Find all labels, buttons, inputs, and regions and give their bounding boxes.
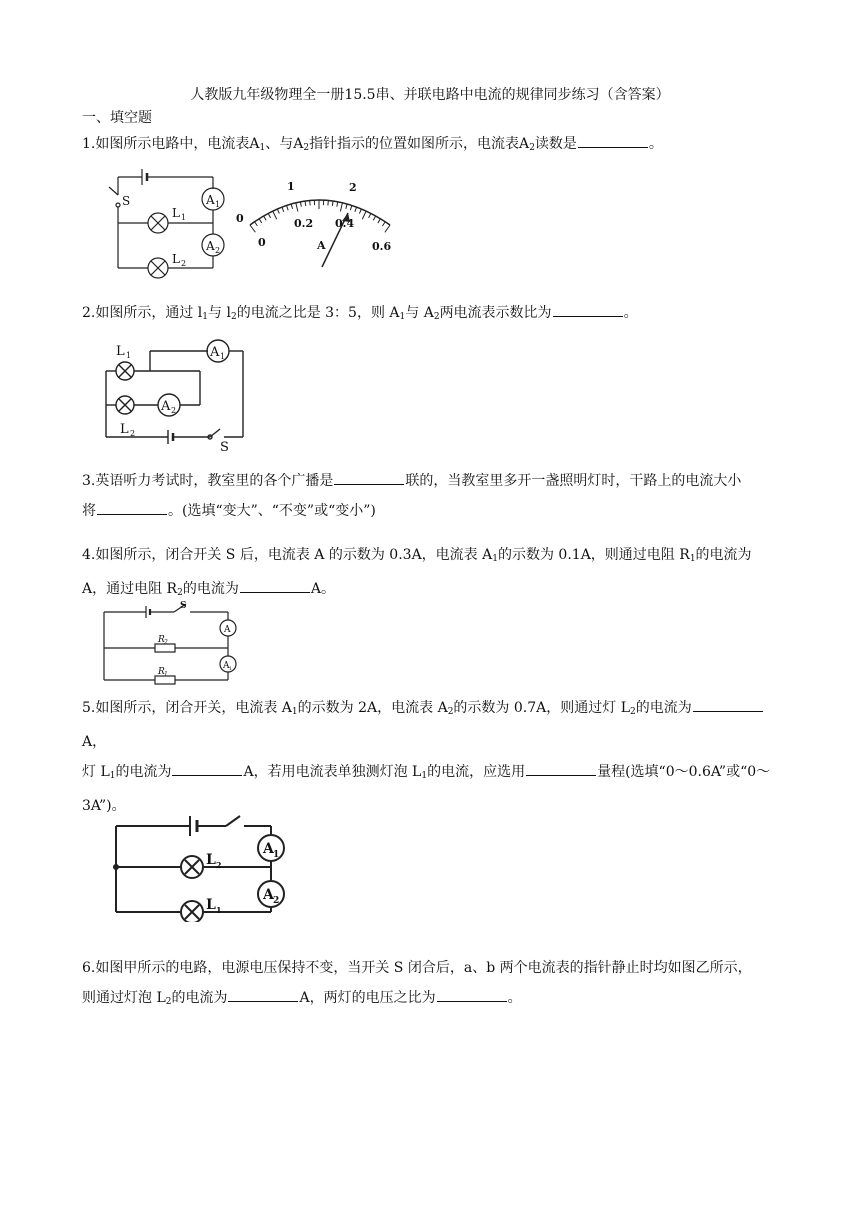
lamp-l2-label: L [172, 252, 180, 266]
q1-text: 读数是 [534, 136, 577, 152]
dial-tick [277, 209, 279, 214]
dial-tick [373, 216, 375, 220]
scale-bottom-tick-label: 0 [258, 236, 266, 249]
dial-tick [259, 219, 262, 223]
switch-label: S [122, 194, 131, 208]
dial-tick [305, 201, 306, 206]
subscript: 1 [109, 771, 116, 781]
q2-text: 与 l [208, 305, 231, 321]
dial-tick [362, 211, 366, 219]
subscript: 2 [433, 312, 440, 322]
q6-text: 。 [507, 990, 522, 1006]
q2-text: 。 [623, 305, 638, 321]
subscript: 2 [529, 143, 535, 153]
dial-tick [332, 201, 333, 206]
lamp-l1-label: L [116, 344, 125, 359]
scale-top-tick-label: 2 [349, 181, 357, 194]
dial-tick [350, 205, 352, 210]
q6-text: 的电流为 [171, 990, 228, 1006]
q3-text: 。(选填“变大”、“不变”或“变小”) [168, 503, 376, 519]
subscript: 1 [181, 213, 187, 222]
dial-tick [287, 205, 289, 210]
subscript: 1 [273, 850, 280, 860]
q5-text: A， [82, 734, 107, 750]
subscript: 2 [273, 896, 280, 906]
resistor-r1-label: R [158, 667, 165, 677]
q2-text: 与 A [405, 305, 434, 321]
q5-text: 的电流为 [635, 700, 692, 716]
dial-tick [300, 202, 301, 207]
q4-text: 的电流为 [182, 581, 239, 597]
switch-label: S [180, 601, 187, 611]
q6-text: 则通过灯泡 L [82, 990, 166, 1006]
q5-circuit-figure [106, 812, 296, 922]
answer-blank-5c[interactable] [526, 761, 596, 776]
ammeter-a1-label: A [263, 841, 274, 857]
dial-tick [340, 203, 342, 212]
answer-blank-6a[interactable] [228, 987, 298, 1002]
ammeter-a2-label: A [206, 239, 215, 253]
lamp-l1-label: L [206, 897, 216, 913]
subscript: 2 [630, 707, 636, 717]
page-title: 人教版九年级物理全一册15.5串、并联电路中电流的规律同步练习（含答案） [190, 87, 670, 103]
dial-tick [355, 207, 357, 212]
scale-bottom-tick-label: 0.6 [372, 240, 392, 253]
question-2 [82, 298, 782, 332]
ammeter-dial [236, 180, 391, 267]
subscript: 1 [216, 905, 222, 915]
question-3 [82, 466, 782, 526]
q5-text: 3A”)。 [82, 798, 126, 814]
subscript: 1 [259, 143, 266, 153]
lamp-l1-label: L [172, 206, 180, 220]
question-5 [82, 693, 784, 821]
q4-text: 4.如图所示，闭合开关 S 后，电流表 A 的示数为 0.3A，电流表 A [82, 547, 493, 563]
q5-text: A，若用电流表单独测灯泡 L [243, 764, 422, 780]
lamp-l2-label: L [120, 422, 129, 437]
subscript: 2 [177, 588, 183, 598]
switch-label: S [220, 440, 229, 455]
subscript: 2 [447, 707, 454, 717]
q3-text: 联的，当教室里多开一盏照明灯时，干路上的电流大小 [405, 473, 742, 489]
q2-text: 的电流之比是 3：5，则 A [236, 305, 400, 321]
q4-text: 的示数为 0.1A，则通过电阻 R [497, 547, 690, 563]
answer-blank-2[interactable] [553, 302, 623, 317]
q5-text: 的电流，应选用 [427, 764, 526, 780]
subscript: 1 [492, 554, 498, 564]
q2-circuit-figure [98, 335, 258, 455]
subscript: 2 [181, 259, 187, 268]
dial-tick [378, 219, 381, 223]
subscript: 2 [164, 639, 168, 646]
dial-tick [385, 225, 390, 232]
subscript: 1 [215, 200, 221, 209]
scale-top-tick-label: 1 [287, 180, 295, 193]
answer-blank-3a[interactable] [334, 470, 404, 485]
dial-tick [369, 213, 371, 217]
ammeter-a1-label: A [210, 345, 220, 360]
ammeter-a-label: A [224, 625, 231, 635]
q5-text: 的示数为 0.7A，则通过灯 L [453, 700, 630, 716]
q6-text: A，两灯的电压之比为 [299, 990, 436, 1006]
q3-text: 将 [82, 503, 96, 519]
q6-text: 6.如图甲所示的电路，电源电压保持不变，当开关 S 闭合后，a、b 两个电流表的指针静止时均如图乙所示， [82, 960, 752, 976]
subscript: 2 [171, 406, 177, 415]
subscript: 2 [215, 246, 221, 255]
dial-tick [346, 204, 347, 209]
scale-bottom-tick-label: 0.2 [294, 217, 314, 230]
lamp-l2-label: L [206, 852, 216, 868]
ammeter-a1-label: A [223, 661, 230, 671]
subscript: 2 [165, 997, 172, 1007]
subscript: 1 [421, 771, 428, 781]
dial-tick [291, 204, 292, 209]
answer-blank-6b[interactable] [437, 987, 507, 1002]
dial-tick [268, 213, 270, 217]
q5-text: 的示数为 2A，电流表 A [297, 700, 448, 716]
subscript: 1 [689, 554, 696, 564]
q3-text: 3.英语听力考试时，教室里的各个广播是 [82, 473, 334, 489]
subscript: 1 [126, 351, 132, 360]
subscript: 1 [291, 707, 298, 717]
q4-text: A，通过电阻 R [82, 581, 178, 597]
subscript: 1 [220, 352, 226, 361]
subscript: 1 [164, 671, 168, 678]
answer-blank-5a[interactable] [693, 697, 763, 712]
dial-tick [250, 225, 255, 232]
dial-tick [264, 216, 267, 220]
answer-blank-5b[interactable] [172, 761, 242, 776]
subscript: 1 [229, 666, 233, 672]
answer-blank-4[interactable] [240, 578, 310, 593]
subscript: 1 [202, 312, 209, 322]
dial-tick [255, 222, 258, 226]
subscript: 2 [230, 312, 237, 322]
answer-blank-1[interactable] [578, 133, 648, 148]
q5-text: 5.如图所示，闭合开关，电流表 A [82, 700, 292, 716]
subscript: 2 [216, 860, 222, 870]
q2-text: 2.如图所示，通过 l [82, 305, 203, 321]
section-heading: 一、填空题 [82, 110, 152, 126]
question-6 [82, 953, 784, 1017]
q4-text: A。 [310, 581, 335, 597]
dial-tick [382, 222, 385, 226]
q5-text: 灯 L [82, 764, 110, 780]
subscript: 2 [303, 143, 310, 153]
scale-bottom-tick-label: 0.4 [335, 217, 355, 230]
q1-text: 指针指示的位置如图所示，电流表A [309, 136, 530, 152]
q1-circuit-figure [100, 165, 410, 290]
resistor-r2-label: R [158, 635, 165, 645]
q4-circuit-figure [98, 598, 248, 688]
scale-top-tick-label: 0 [236, 212, 244, 225]
dial-tick [296, 203, 298, 212]
dial-unit-label: A [317, 239, 326, 252]
q5-text: 量程(选填“0～0.6A”或“0～ [597, 764, 771, 780]
ammeter-a2-label: A [161, 399, 171, 414]
q1-text: 。 [648, 136, 663, 152]
answer-blank-3b[interactable] [97, 500, 167, 515]
dial-tick [337, 202, 338, 207]
dial-tick [282, 207, 284, 212]
subscript: 1 [399, 312, 406, 322]
dial-tick [273, 211, 277, 219]
subscript: 2 [130, 429, 136, 438]
ammeter-a1-label: A [206, 193, 215, 207]
q1-text: 1.如图所示电路中，电流表A [82, 136, 260, 152]
ammeter-a2-label: A [263, 887, 274, 903]
q5-text: 的电流为 [115, 764, 172, 780]
question-1 [82, 129, 782, 163]
q1-text: 、与A [265, 136, 304, 152]
dial-tick [359, 209, 361, 214]
q4-text: 的电流为 [695, 547, 752, 563]
q2-text: 两电流表示数比为 [439, 305, 552, 321]
